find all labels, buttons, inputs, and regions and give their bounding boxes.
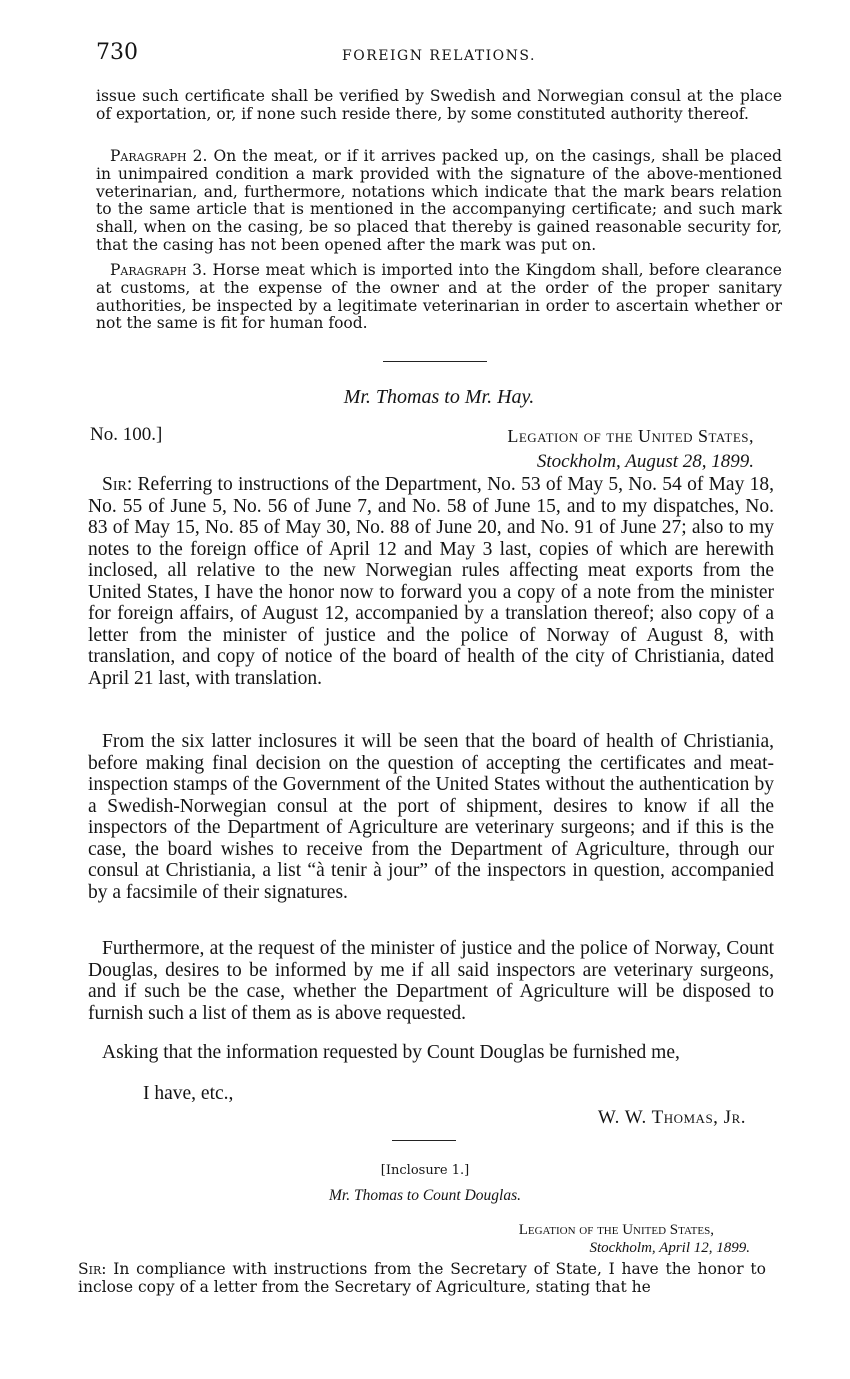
letter-dateline-org: Legation of the United States,: [507, 426, 754, 446]
paragraph-2-label: Paragraph 2.: [110, 147, 208, 165]
letter-signature: W. W. Thomas, Jr.: [597, 1107, 746, 1128]
letter-paragraph-1-text: Referring to instructions of the Department, No. 53 of May 5, No. 54 of May 18, No. 55 of June 5, No. 56 of June 7, and No. 58 of June 15, and to my dispatches, No. 83 of May 15, No. 85 of May 30, No. 88 of June 20, and No. 91 of June 27; also to my notes to the foreign office of April 12 and May 3 last, copies of which are herewith inclosed, all relative to the new Norwegian rules affecting meat exports from the United States, I have the honor now to forward you a copy of a note from the minister for foreign affairs, of August 12, accompanied by a translation thereof; also copy of a letter from the minister of justice and the police of Norway of August 8, with translation, and copy of notice of the board of health of the city of Christiania, dated April 21 last, with translation.: [88, 474, 774, 689]
inclosure-dateline-place-date: Stockholm, April 12, 1899.: [589, 1240, 750, 1256]
inclosure-salutation: Sir:: [78, 1260, 107, 1278]
letter-dateline-place-date: Stockholm, August 28, 1899.: [536, 451, 754, 472]
paragraph-2: [96, 148, 782, 255]
page-header: [96, 40, 782, 70]
inclosure-dateline-org: Legation of the United States,: [518, 1222, 714, 1238]
letter-paragraph-3: [88, 938, 774, 1024]
inclosure-text: In compliance with instructions from the Secretary of State, I have the honor to inclose copy of a letter from the Secretary of Agriculture, stating that he: [78, 1260, 766, 1296]
paragraph-3-text: Horse meat which is imported into the Kingdom shall, before clearance at customs, at the expense of the owner and at the order of the proper sanitary authorities, be inspected by a legitimate veterinarian in order to ascertain whether or not the same is fit for human food.: [96, 261, 782, 333]
inclosure-title: Mr. Thomas to Count Douglas.: [328, 1187, 522, 1204]
letter-paragraph-1: [88, 474, 774, 689]
letter-number: No. 100.]: [90, 424, 163, 445]
running-head: FOREIGN RELATIONS.: [342, 48, 536, 64]
letter-paragraph-2-text: From the six latter inclosures it will be seen that the board of health of Christiania, before making final decision on the question of accepting the certificates and meat-inspection stamps of the Government of the United States without the authentication by a Swedish-Norwegian consul at the port of shipment, desires to know if all the inspectors of the Department of Agriculture are veterinary surgeons; and if this is the case, the board wishes to receive from the Department of Agriculture, through our consul at Christiania, a list “à tenir à jour” of the inspectors in question, accompanied by a facsimile of their signatures.: [88, 731, 774, 903]
inclosure-paragraph: [78, 1261, 766, 1296]
letter-paragraph-3-text: Furthermore, at the request of the minister of justice and the police of Norway, Count Douglas, desires to be informed by me if all said inspectors are veterinary surgeons, and if such be the case, whether the Department of Agriculture will be disposed to furnish such a list of them as is above requested.: [88, 938, 774, 1024]
continuation-paragraph: [96, 88, 782, 124]
inclosure-divider: [392, 1140, 456, 1141]
continuation-text: issue such certificate shall be verified by Swedish and Norwegian consul at the place of exportation, or, if none such reside there, by some constituted authority thereof.: [96, 87, 782, 123]
paragraph-2-text: On the meat, or if it arrives packed up, on the casings, shall be placed in unimpaired condition a mark provided with the signature of the above-mentioned veterinarian, and, furthermore, notations which indicate that the mark bears relation to the same article that is mentioned in the accompanying certificate; and such mark shall, when on the casing, be so placed that thereby is gained reasonable security for, that the casing has not been opened after the mark was put on.: [96, 147, 782, 254]
letter-salutation: Sir:: [102, 474, 133, 495]
paragraph-3-label: Paragraph 3.: [110, 261, 207, 279]
paragraph-3: [96, 262, 782, 333]
page-number: 730: [96, 40, 138, 65]
letter-paragraph-4: [88, 1042, 774, 1064]
letter-paragraph-4-text: Asking that the information requested by Count Douglas be furnished me,: [102, 1042, 680, 1063]
letter-title: Mr. Thomas to Mr. Hay.: [343, 386, 535, 408]
inclosure-label: [Inclosure 1.]: [380, 1163, 470, 1178]
section-divider: [383, 361, 487, 362]
letter-paragraph-2: [88, 731, 774, 903]
letter-closing: I have, etc.,: [143, 1083, 234, 1104]
